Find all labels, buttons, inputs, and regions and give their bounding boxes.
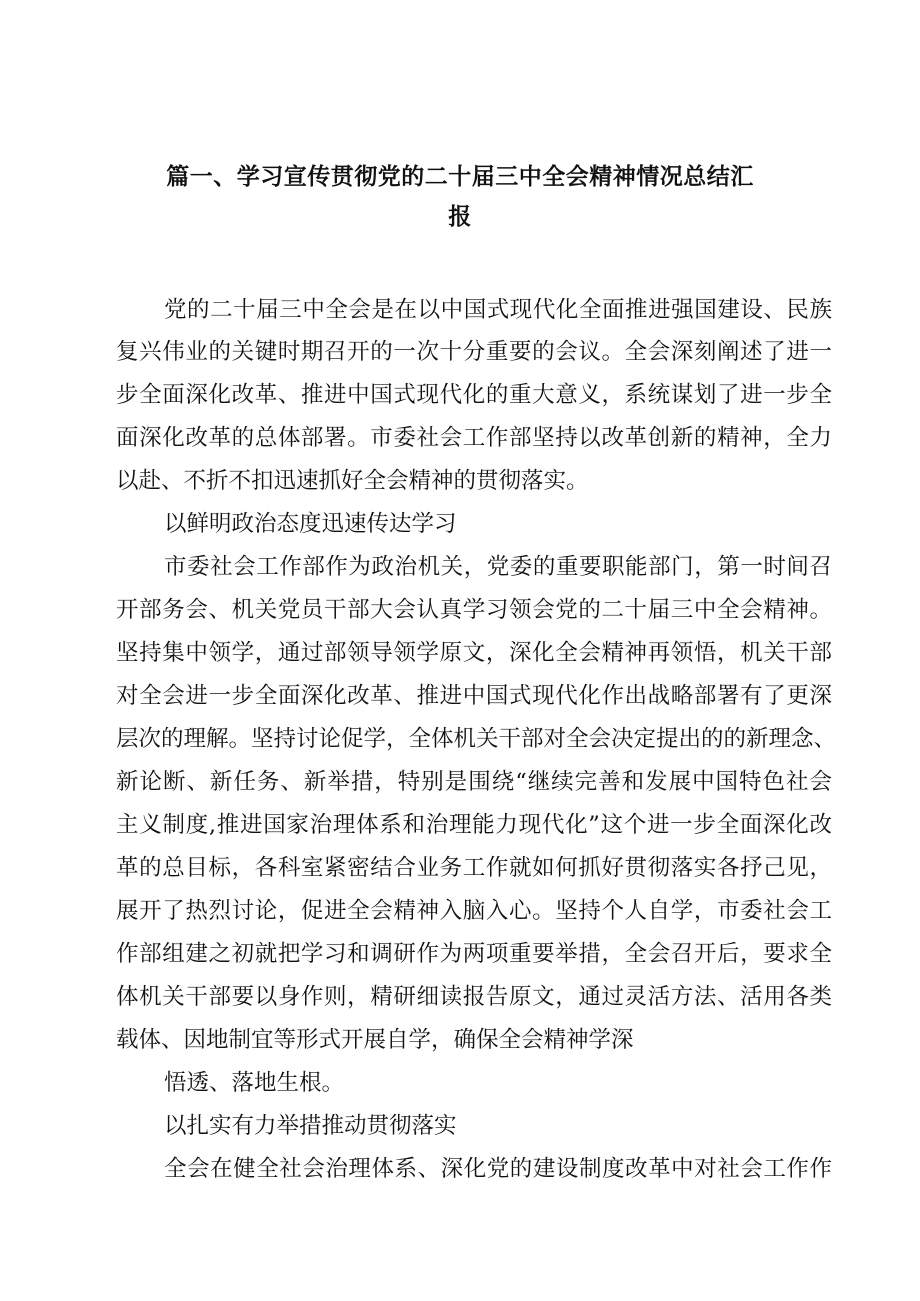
paragraph-1-line-1: 党的二十届三中全会是在以中国式现代化全面推进强国建设、民族 (164, 297, 832, 323)
document-title-line-1: 篇一、学习宣传贯彻党的二十届三中全会精神情况总结汇 (166, 163, 754, 190)
paragraph-2-line-5: 层次的理解。坚持讨论促学，全体机关干部对全会决定提出的的新理念、 (116, 726, 837, 752)
paragraph-2-line-8: 革的总目标，各科室紧密结合业务工作就如何抓好贯彻落实各抒己见， (116, 855, 832, 881)
paragraph-2-line-12: 载体、因地制宜等形式开展自学，确保全会精神学深 (116, 1027, 634, 1053)
paragraph-4-line-1: 全会在健全社会治理体系、深化党的建设制度改革中对社会工作作 (164, 1156, 832, 1182)
paragraph-2-line-11: 体机关干部要以身作则，精研细读报告原文，通过灵活方法、活用各类 (116, 984, 832, 1010)
section-heading-1: 以鲜明政治态度迅速传达学习 (164, 511, 457, 537)
document-title-line-2: 报 (448, 203, 472, 230)
paragraph-2-line-1: 市委社会工作部作为政治机关，党委的重要职能部门，第一时间召 (164, 554, 832, 580)
paragraph-2-line-10: 作部组建之初就把学习和调研作为两项重要举措，全会召开后，要求全 (116, 941, 832, 967)
paragraph-2-line-2: 开部务会、机关党员干部大会认真学习领会党的二十届三中全会精神。 (116, 597, 832, 623)
paragraph-2-line-4: 对全会进一步全面深化改革、推进中国式现代化作出战略部署有了更深 (116, 683, 832, 709)
paragraph-1-line-4: 面深化改革的总体部署。市委社会工作部坚持以改革创新的精神，全力 (116, 425, 832, 451)
paragraph-2-line-7: 主义制度,推进国家治理体系和治理能力现代化”这个进一步全面深化改 (116, 812, 832, 838)
paragraph-2-line-6: 新论断、新任务、新举措，特别是围绕“继续完善和发展中国特色社会 (116, 769, 832, 795)
paragraph-3-line-1: 悟透、落地生根。 (164, 1070, 345, 1096)
section-heading-2: 以扎实有力举措推动贯彻落实 (164, 1113, 457, 1139)
paragraph-1-line-2: 复兴伟业的关键时期召开的一次十分重要的会议。全会深刻阐述了进一 (116, 339, 832, 365)
paragraph-1-line-3: 步全面深化改革、推进中国式现代化的重大意义，系统谋划了进一步全 (116, 382, 832, 408)
paragraph-1-line-5: 以赴、不折不扣迅速抓好全会精神的贯彻落实。 (116, 468, 589, 494)
paragraph-2-line-3: 坚持集中领学，通过部领导领学原文，深化全会精神再领悟，机关干部 (116, 640, 832, 666)
paragraph-2-line-9: 展开了热烈讨论，促进全会精神入脑入心。坚持个人自学，市委社会工 (116, 898, 832, 924)
